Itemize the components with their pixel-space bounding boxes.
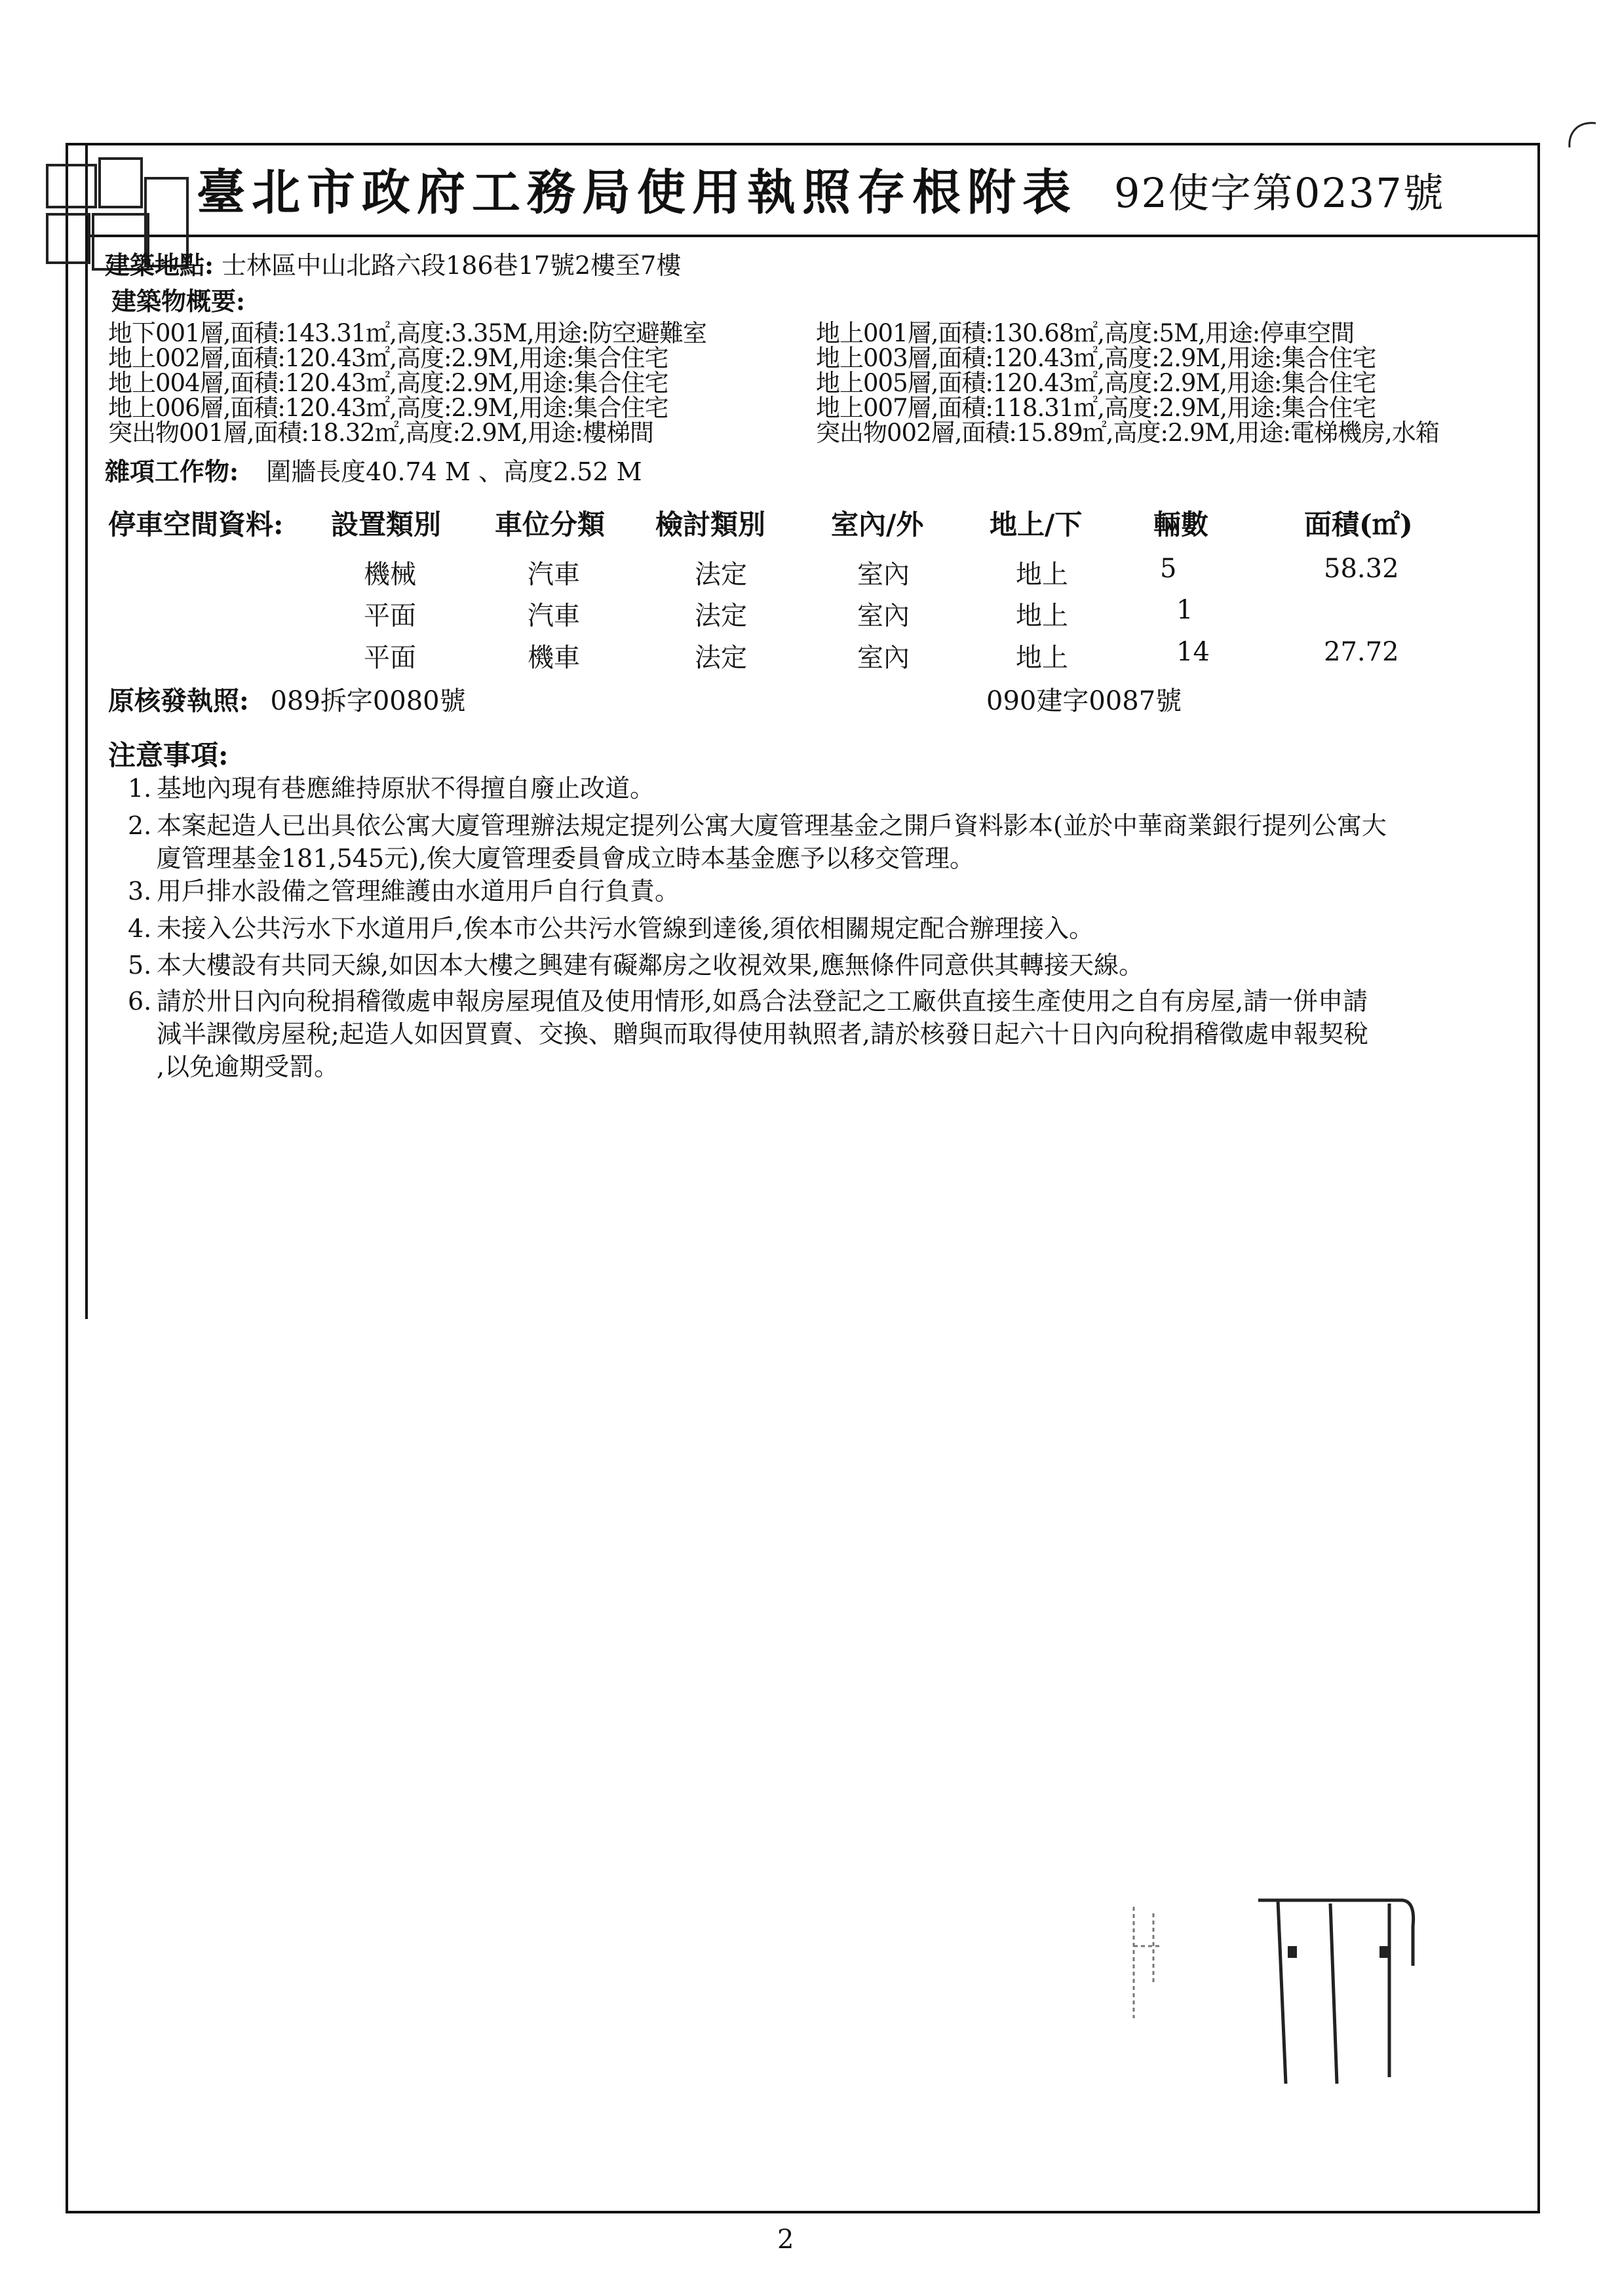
- parking-r3-indoor: 室內: [857, 643, 910, 673]
- parking-header-area: 面積(㎡): [1304, 508, 1413, 541]
- misc-works-label: 雜項工作物:: [105, 457, 239, 486]
- note-2-number: 2.: [128, 811, 152, 840]
- building-right-3: 地上005層,面積:120.43㎡,高度:2.9M,用途:集合住宅: [816, 369, 1376, 397]
- building-left-4: 地上006層,面積:120.43㎡,高度:2.9M,用途:集合住宅: [108, 394, 668, 422]
- page-title: 臺北市政府工務局使用執照存根附表: [197, 164, 1077, 221]
- parking-header-level: 地上/下: [990, 508, 1083, 541]
- parking-r1-count: 5: [1160, 554, 1177, 584]
- note-6-number: 6.: [128, 987, 152, 1016]
- note-2: [128, 809, 1530, 875]
- parking-r1-review: 法定: [695, 560, 747, 590]
- parking-header-class: 車位分類: [495, 508, 606, 541]
- building-right-2: 地上003層,面積:120.43㎡,高度:2.9M,用途:集合住宅: [816, 344, 1376, 372]
- note-5-line-1: 本大樓設有共同天線,如因本大樓之興建有礙鄰房之收視效果,應無條件同意供其轉接天線。: [157, 951, 1144, 980]
- note-6: [128, 985, 1530, 1083]
- misc-works-row: [105, 459, 642, 485]
- note-6-line-1: 請於卅日內向稅捐稽徵處申報房屋現值及使用情形,如爲合法登記之工廠供直接生產使用之自有房屋,請一併申請: [157, 987, 1368, 1016]
- note-3-number: 3.: [128, 877, 152, 906]
- title-divider: [85, 235, 1540, 237]
- parking-r1-type: 機械: [364, 560, 416, 590]
- parking-r1-area: 58.32: [1324, 554, 1399, 584]
- signature-mark: [1114, 1887, 1429, 2090]
- parking-r2-level: 地上: [1016, 601, 1068, 631]
- parking-r2-review: 法定: [695, 601, 747, 631]
- note-1-line-1: 基地內現有巷應維持原狀不得擅自廢止改道。: [157, 774, 655, 803]
- building-left-1: 地下001層,面積:143.31㎡,高度:3.35M,用途:防空避難室: [108, 319, 707, 347]
- building-left-2: 地上002層,面積:120.43㎡,高度:2.9M,用途:集合住宅: [108, 344, 668, 372]
- parking-label: 停車空間資料:: [108, 508, 284, 541]
- parking-header-type: 設置類別: [331, 508, 442, 541]
- note-1-number: 1.: [128, 774, 152, 803]
- parking-header-count: 輛數: [1153, 508, 1209, 541]
- notes-title: 注意事項:: [108, 739, 229, 771]
- note-3: [128, 875, 1530, 908]
- corner-mark: [1563, 118, 1602, 157]
- building-left-3: 地上004層,面積:120.43㎡,高度:2.9M,用途:集合住宅: [108, 369, 668, 397]
- building-right-1: 地上001層,面積:130.68㎡,高度:5M,用途:停車空間: [816, 319, 1355, 347]
- parking-r1-level: 地上: [1016, 560, 1068, 590]
- parking-r2-class: 汽車: [528, 601, 580, 631]
- parking-r1-class: 汽車: [528, 560, 580, 590]
- building-right-5: 突出物002層,面積:15.89㎡,高度:2.9M,用途:電梯機房,水箱: [816, 419, 1439, 447]
- building-right-4: 地上007層,面積:118.31㎡,高度:2.9M,用途:集合住宅: [816, 394, 1376, 422]
- note-2-line-1: 本案起造人已出具依公寓大廈管理辦法規定提列公寓大廈管理基金之開戶資料影本(並於中華商業銀行提列公寓大: [157, 811, 1387, 840]
- note-3-line-1: 用戶排水設備之管理維護由水道用戶自行負責。: [157, 877, 680, 906]
- note-6-line-3: ,以免逾期受罰。: [157, 1052, 339, 1081]
- misc-works-value: 圍牆長度40.74 M 、高度2.52 M: [266, 457, 642, 486]
- original-permit-row: [108, 685, 466, 716]
- note-4-line-1: 未接入公共污水下水道用戶,俟本市公共污水管線到達後,須依相關規定配合辦理接入。: [157, 914, 1094, 943]
- parking-r2-type: 平面: [364, 601, 416, 631]
- parking-r2-count: 1: [1176, 595, 1193, 625]
- original-permit-second: 090建字0087號: [986, 686, 1182, 716]
- note-2-line-2: 廈管理基金181,545元),俟大廈管理委員會成立時本基金應予以移交管理。: [157, 844, 975, 873]
- parking-header-indoor: 室內/外: [831, 508, 924, 541]
- parking-r3-class: 機車: [528, 643, 580, 673]
- parking-r3-type: 平面: [364, 643, 416, 673]
- building-left-5: 突出物001層,面積:18.32㎡,高度:2.9M,用途:樓梯間: [108, 419, 653, 447]
- note-5: [128, 949, 1530, 982]
- note-5-number: 5.: [128, 951, 152, 980]
- original-permit-label: 原核發執照:: [108, 685, 249, 716]
- parking-r3-level: 地上: [1016, 643, 1068, 673]
- parking-r2-indoor: 室內: [857, 601, 910, 631]
- location-label: 建築地點:: [105, 250, 214, 280]
- permit-number: 92使字第0237號: [1114, 169, 1445, 217]
- location-value: 士林區中山北路六段186巷17號2樓至7樓: [222, 251, 682, 280]
- note-4-number: 4.: [128, 914, 152, 943]
- location-row: [105, 252, 681, 278]
- parking-r3-review: 法定: [695, 643, 747, 673]
- building-label: 建築物概要:: [111, 286, 246, 316]
- parking-r3-count: 14: [1176, 637, 1210, 667]
- note-1: [128, 772, 1530, 805]
- page-number: 2: [777, 2225, 794, 2255]
- note-6-line-2: 減半課徵房屋稅;起造人如因買賣、交換、贈與而取得使用執照者,請於核發日起六十日內向稅捐稽徵處申報契稅: [157, 1020, 1368, 1048]
- parking-header-review: 檢討類別: [655, 508, 766, 541]
- parking-r1-indoor: 室內: [857, 560, 910, 590]
- original-permit-first: 089拆字0080號: [270, 686, 466, 716]
- parking-r3-area: 27.72: [1324, 637, 1399, 667]
- note-4: [128, 912, 1530, 945]
